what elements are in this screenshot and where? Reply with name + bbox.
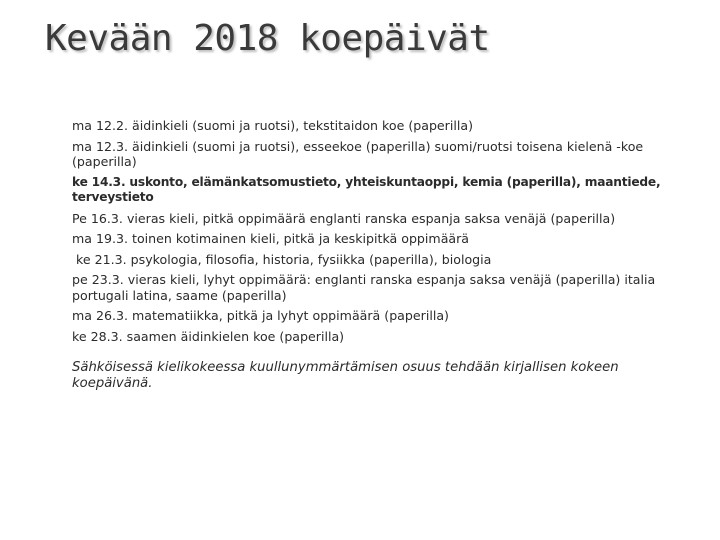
list-item bbox=[48, 308, 668, 324]
list-item-text: ke 28.3. saamen äidinkielen koe (paperilla) bbox=[72, 328, 345, 344]
list-item bbox=[48, 231, 668, 247]
list-item-text: ke 14.3. uskonto, elämänkatsomustieto, yhteiskuntaoppi, kemia (paperilla), maantiede, terveystieto bbox=[72, 174, 661, 204]
list-item-text: ma 12.3. äidinkieli (suomi ja ruotsi), esseekoe (paperilla) suomi/ruotsi toisena kielenä -koe (paperilla) bbox=[72, 138, 644, 169]
list-item-text: pe 23.3. vieras kieli, lyhyt oppimäärä: englanti ranska espanja saksa venäjä (paperilla) italia portugali latina, saame (paperilla) bbox=[72, 272, 656, 303]
list-item bbox=[48, 118, 668, 134]
list-item-text: ma 19.3. toinen kotimainen kieli, pitkä ja keskipitkä oppimäärä bbox=[72, 231, 470, 246]
list-item-text: ma 12.2. äidinkieli (suomi ja ruotsi), tekstitaidon koe (paperilla) bbox=[72, 118, 473, 133]
list-item bbox=[48, 329, 668, 345]
list-item bbox=[48, 252, 668, 268]
list-item bbox=[48, 175, 668, 206]
list-item bbox=[48, 139, 668, 170]
slide-title: Kevään 2018 koepäivät bbox=[45, 18, 490, 59]
list-item-text: ma 26.3. matematiikka, pitkä ja lyhyt oppimäärä (paperilla) bbox=[72, 308, 449, 323]
list-item bbox=[48, 272, 668, 303]
list-item bbox=[48, 211, 668, 227]
list-item-text: ke 21.3. psykologia, filosofia, historia, fysiikka (paperilla), biologia bbox=[72, 251, 492, 267]
list-item-text: Pe 16.3. vieras kieli, pitkä oppimäärä englanti ranska espanja saksa venäjä (paperilla) bbox=[72, 210, 616, 226]
list-item-text: Sähköisessä kielikokeessa kuullunymmärtämisen osuus tehdään kirjallisen kokeen koepäivänä. bbox=[72, 360, 619, 391]
exam-schedule-list bbox=[48, 118, 668, 396]
list-item bbox=[48, 360, 668, 391]
